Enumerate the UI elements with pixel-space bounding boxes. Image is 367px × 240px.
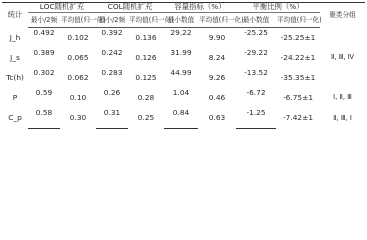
row-label: P	[12, 92, 18, 102]
cell-value: 29.22	[170, 27, 192, 37]
cell-value: 0.126	[135, 52, 157, 62]
cell-value: -24.22±1	[280, 52, 316, 62]
ratio-group-header: 平衡比例（%）	[236, 3, 320, 13]
cluster-cell: Ⅱ, Ⅲ, Ⅰ	[333, 113, 352, 122]
cell-value: 0.062	[67, 72, 89, 82]
cell-value: 0.389	[33, 47, 55, 57]
subheader-cell: 最小/2频	[96, 13, 128, 28]
cell-value: 0.25	[137, 113, 155, 123]
cell-value: 0.065	[67, 52, 89, 62]
row-label: C_p	[8, 113, 22, 123]
stat-header: 统计	[2, 3, 28, 28]
cell-value: 0.28	[137, 92, 155, 102]
data-table	[2, 2, 365, 129]
subheader-cell: 最小数值	[236, 13, 276, 28]
cell-value: 0.26	[103, 87, 121, 97]
cell-value: 0.59	[35, 87, 53, 97]
subheader-cell: 最小/2频	[28, 13, 60, 28]
cell-value: 0.136	[135, 32, 157, 42]
cell-value: 0.242	[101, 47, 123, 57]
row-label: J_s	[10, 52, 20, 62]
cell-value: -6.72	[246, 87, 266, 97]
subheader-cell: 最小数值	[164, 13, 198, 28]
cell-value: 0.84	[172, 107, 190, 117]
cell-value: -1.25	[246, 107, 266, 117]
cell-value: 1.04	[172, 87, 190, 97]
cell-value: 0.283	[101, 67, 123, 77]
cell-value: -6.75±1	[283, 92, 314, 102]
cell-value: 0.58	[35, 107, 53, 117]
cell-value: -29.22	[244, 47, 268, 57]
cell-value: -35.35±1	[280, 72, 316, 82]
cell-value: 0.30	[69, 113, 87, 123]
cell-value: -7.42±1	[283, 113, 314, 123]
cell-value: 0.102	[67, 32, 89, 42]
cell-value: 0.125	[135, 72, 157, 82]
cluster-cell: Ⅰ, Ⅱ, Ⅲ	[333, 93, 352, 102]
cell-value: 44.99	[170, 67, 192, 77]
table-row	[2, 88, 365, 98]
cell-value: 31.99	[170, 47, 192, 57]
row-label: Tc(h)	[6, 72, 24, 82]
cell-value: 9.90	[208, 32, 226, 42]
cluster-cell: Ⅱ, Ⅲ, Ⅳ	[331, 53, 354, 62]
cell-value: -13.52	[244, 67, 268, 77]
subheader-cell: 平均值(归一化)	[276, 13, 320, 28]
cell-value: 0.31	[103, 107, 121, 117]
subheader-row	[2, 13, 365, 28]
table-row	[2, 28, 365, 39]
subheader-cell: 平均值(归一化)	[60, 13, 96, 28]
table-row	[2, 108, 365, 118]
cell-value: 0.10	[69, 92, 87, 102]
subheader-cell: 平均值(归一化)	[198, 13, 236, 28]
cluster-group-header: 聚类分组	[320, 3, 365, 28]
loc-group-header: LOC随机扩充	[28, 3, 96, 13]
cell-value: -25.25	[244, 27, 268, 37]
cell-value: 9.26	[208, 72, 226, 82]
cell-value: -25.25±1	[280, 32, 316, 42]
cell-value: 0.63	[208, 113, 226, 123]
header-group-row	[2, 3, 365, 13]
col-group-header: COL随机扩充	[96, 3, 164, 13]
cell-value: 8.24	[208, 52, 226, 62]
cell-value: 0.392	[101, 27, 123, 37]
indicator-group-header: 容量指标（%）	[164, 3, 236, 13]
table-row	[2, 68, 365, 78]
subheader-cell: 平均值(归一化)	[128, 13, 164, 28]
cell-value: 0.46	[208, 92, 226, 102]
cell-value: 0.492	[33, 27, 55, 37]
cell-value: 0.302	[33, 67, 55, 77]
row-label: J_h	[9, 32, 21, 42]
table-row	[2, 48, 365, 58]
